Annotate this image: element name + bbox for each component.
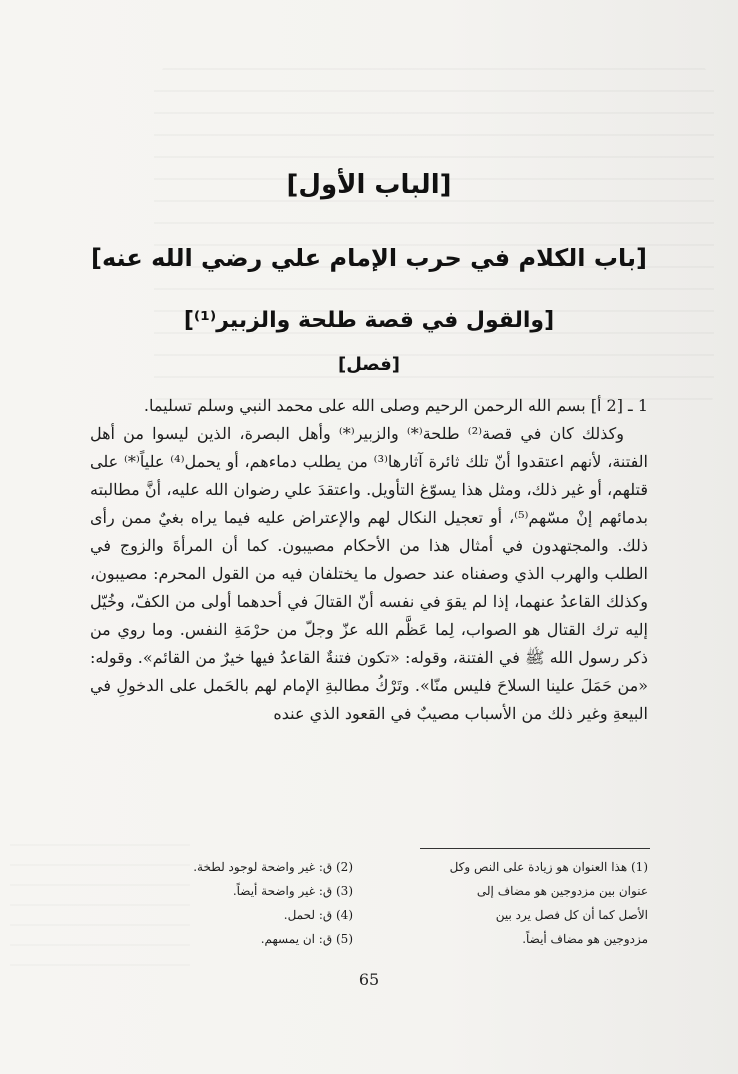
footnote-line: (1) هذا العنوان هو زيادة على النص وكل <box>449 860 648 874</box>
footnotes-right-column <box>363 855 648 951</box>
section-heading: [باب الكلام في حرب الإمام علي رضي الله عنه] <box>91 244 647 272</box>
footnote-line: (5) ق: ان يمسهم. <box>260 932 353 946</box>
footnote-line: (4) ق: لحمل. <box>283 908 353 922</box>
footnote-line: مزدوجين هو مضاف أيضاً. <box>522 932 648 946</box>
footnote-line: عنوان بين مزدوجين هو مضاف إلى <box>476 884 648 898</box>
chapter-heading: [الباب الأول] <box>286 170 452 200</box>
main-text <box>90 392 648 728</box>
footnotes-left-column <box>98 855 353 951</box>
fasl-heading: [فصل] <box>337 354 401 375</box>
footnote-divider <box>420 848 650 849</box>
paragraph-opening: 1 ـ [2 أ] بسم الله الرحمن الرحيم وصلى الله على محمد النبي وسلم تسليما. <box>143 396 648 415</box>
footnote-line: (3) ق: غير واضحة أيضاً. <box>232 884 353 898</box>
subsection-heading: [والقول في قصة طلحة والزبير⁽¹⁾] <box>183 308 555 333</box>
footnotes <box>90 855 648 951</box>
paragraph-body: وكذلك كان في قصة⁽²⁾ طلحة⁽*⁾ والزبير⁽*⁾ وأهل البصرة، الذين ليسوا من أهل الفتنة، لأنهم اعتقدوا أنّ تلك ثائرة آثارها⁽³⁾ من يطلب دماءهم، أو يحمل⁽⁴⁾ علياً⁽*⁾ على قتلهم، أو غير ذلك، ومثل هذا يسوّغ التأويل. واعتقدَ علي رضوان الله عليه، أنَّ مطالبته بدمائهم إنْ مسّهم⁽⁵⁾، أو تعجيل النكال لهم والإعتراض عليه فيما يراه بغيٌ ممن رأى ذلك. والمجتهدون في أمثال هذا من الأحكام مصيبون. كما أن المرأةَ والزوج في الطلب والهرب الذي وصفناه عند حصول ما يختلفان فيه من القول المحرم: مصيبون، وكذلك القاعدُ عنهما، إذا لم يقوَ في نفسه أنّ القتالَ في أحدهما أولى من الكفّ، وخُيّل إليه ترك القتال هو الصواب، لِما عَظَّم الله عزّ وجلّ من حرْمَةِ النفس. وما روي من ذكر رسول الله ﷺ في الفتنة، وقوله: «تكون فتنةٌ القاعدُ فيها خيرٌ من القائم». وقوله: «من حَمَلَ علينا السلاحَ فليس منّا». وتَرْكُ مطالبةِ الإمام لهم بالحَمل على الدخولِ في البيعةِ وغير ذلك من الأسباب مصيبٌ في القعود الذي عنده <box>90 424 649 723</box>
page-number: 65 <box>358 970 380 989</box>
footnote-line: الأصل كما أن كل فصل يرد بين <box>495 908 648 922</box>
footnote-line: (2) ق: غير واضحة لوجود لطخة. <box>193 860 353 874</box>
